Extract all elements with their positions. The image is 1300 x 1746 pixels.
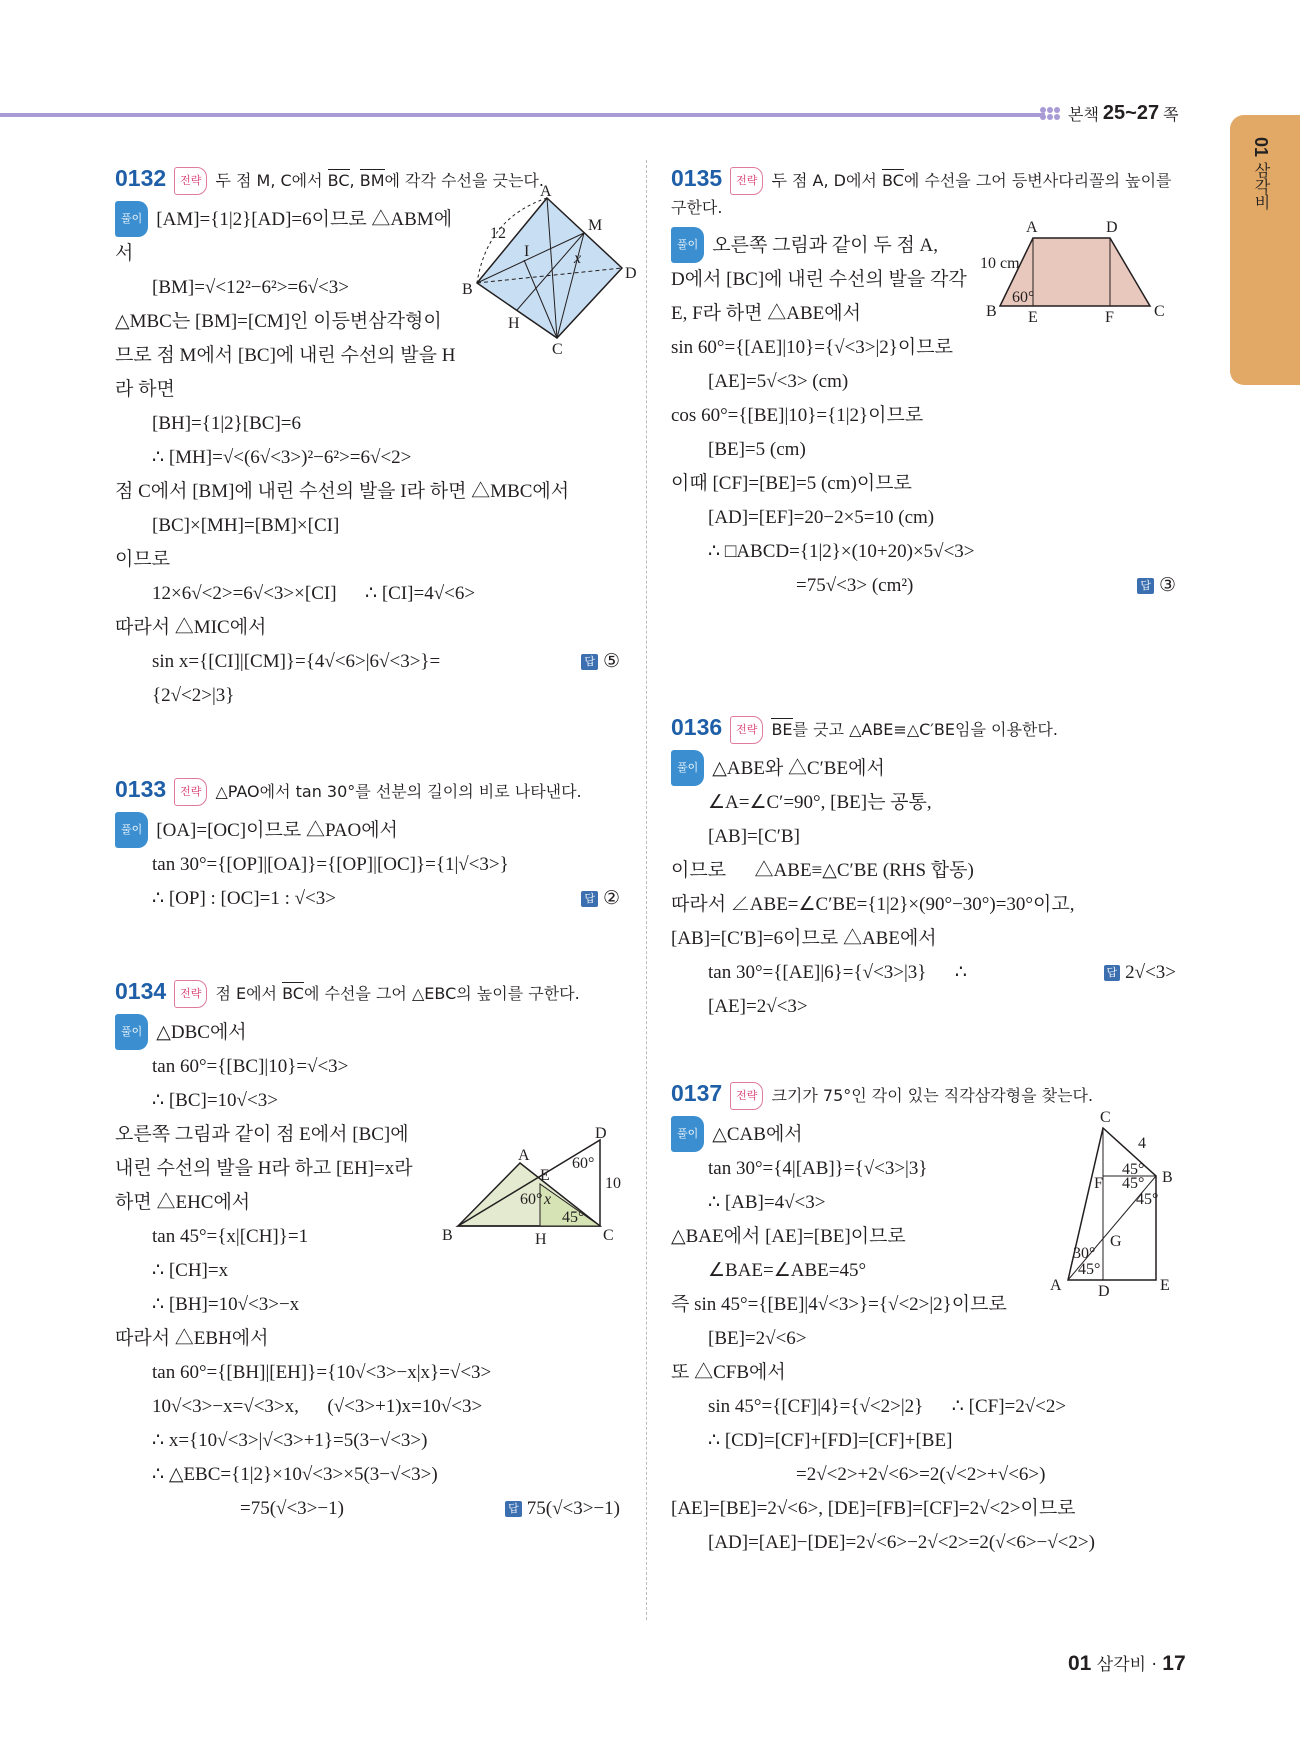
solution-line — [671, 1526, 1176, 1560]
solution-text: 또 △CFB에서 — [671, 1362, 786, 1383]
solution-badge: 풀이 — [115, 1014, 148, 1050]
solution-text: 이므로 — [115, 549, 171, 570]
solution-badge: 풀이 — [115, 201, 148, 237]
solution-text: ∴ [CH]=x — [152, 1260, 229, 1281]
solution-line — [115, 1050, 620, 1084]
solution-text: =75(√<3>−1) — [240, 1498, 344, 1519]
chapter-title: 삼각비 — [1252, 162, 1271, 211]
math-text: 두 점 A, D에서 — [771, 171, 882, 190]
problem-number: 0136 — [671, 714, 723, 740]
solution-text: △ABE와 △C′BE에서 — [712, 758, 885, 779]
label-45: 45° — [562, 1209, 585, 1226]
label-f: F — [1094, 1175, 1103, 1192]
label-b: B — [442, 1227, 453, 1244]
problem-0133 — [115, 776, 620, 916]
solution-text: [AM]={1|2}[AD]=6이므로 △ABM에 — [156, 209, 453, 230]
label-h: H — [535, 1231, 547, 1248]
solution-line — [671, 331, 1176, 365]
strategy-badge: 전략 — [730, 1082, 763, 1110]
strategy-text — [215, 782, 581, 801]
answer-value: ② — [602, 888, 620, 909]
solution-text: ∠BAE=∠ABE=45° — [708, 1260, 867, 1281]
solution-text: D에서 [BC]에 내린 수선의 발을 각각 — [671, 269, 967, 290]
solution-line — [115, 1014, 620, 1050]
column-divider — [646, 160, 647, 1620]
solution-line — [671, 535, 1176, 569]
answer-badge: 답 — [505, 1501, 522, 1517]
solution-line — [671, 1424, 1176, 1458]
solution-line — [115, 848, 620, 882]
problem-header — [671, 1080, 1176, 1110]
math-text: BC — [282, 984, 304, 1003]
label-m: M — [588, 217, 603, 234]
math-text: BC — [881, 171, 904, 190]
label-e: E — [540, 1167, 550, 1184]
solution-text: tan 60°={[BH]|[EH]}={10√<3>−x|x}=√<3> — [152, 1362, 492, 1383]
solution-text: 오른쪽 그림과 같이 점 E에서 [BC]에 — [115, 1124, 409, 1145]
solution-text: ∴ [OP] : [OC]=1 : √<3> — [152, 888, 336, 909]
solution-line — [115, 1254, 620, 1288]
solution-text: 12×6√<2>=6√<3>×[CI] ∴ [CI]=4√<6> — [152, 583, 476, 604]
solution-text: tan 45°={x|[CH]}=1 — [152, 1226, 309, 1247]
page-footer — [1068, 1650, 1186, 1676]
footer-separator: · — [1151, 1655, 1157, 1675]
solution-text: 따라서 △MIC에서 — [115, 617, 267, 638]
label-45a: 45° — [1122, 1161, 1145, 1178]
solution-line — [115, 645, 620, 713]
label-45b: 45° — [1122, 1175, 1145, 1192]
answer-value: ③ — [1158, 575, 1176, 596]
solution-line — [671, 399, 1176, 433]
strategy-badge: 전략 — [174, 167, 207, 195]
segment-overline — [360, 169, 385, 190]
solution-text: ∠A=∠C′=90°, [BE]는 공통, — [708, 792, 932, 813]
math-text: BC — [327, 171, 350, 190]
solution-text: ∴ [CD]=[CF]+[FD]=[CF]+[BE] — [708, 1430, 953, 1451]
solution-line — [671, 786, 1176, 820]
solution-text: sin 45°={[CF]|4}={√<2>|2} ∴ [CF]=2√<2> — [708, 1396, 1067, 1417]
solution-text: E, F라 하면 △ABE에서 — [671, 303, 861, 324]
solution-text: 라 하면 — [115, 379, 175, 400]
solution-line — [671, 1390, 1176, 1424]
book-label: 본책 — [1068, 105, 1099, 124]
problem-number: 0137 — [671, 1080, 723, 1106]
solution-text: [AD]=[EF]=20−2×5=10 (cm) — [708, 507, 935, 528]
label-10: 10 — [605, 1175, 621, 1192]
solution-line — [115, 1424, 620, 1458]
solution-text: 즉 sin 45°={[BE]|4√<3>}={√<2>|2}이므로 — [671, 1294, 1007, 1315]
label-i: I — [524, 243, 530, 260]
math-text: 에 각각 수선을 긋는다. — [384, 171, 544, 190]
answer — [1137, 569, 1176, 603]
problem-number: 0132 — [115, 165, 167, 191]
solution-line — [671, 888, 1176, 922]
strategy-text — [771, 1086, 1093, 1105]
solution-line — [671, 501, 1176, 535]
answer-value: 75(√<3>−1) — [526, 1498, 620, 1519]
solution-line — [115, 577, 620, 611]
solution-line — [115, 1458, 620, 1492]
solution-line — [671, 467, 1176, 501]
solution-text: =2√<2>+2√<6>=2(√<2>+√<6>) — [796, 1464, 1046, 1485]
problem-header — [671, 165, 1176, 221]
math-text: △PAO에서 tan 30°를 선분의 길이의 비로 나타낸다. — [215, 782, 582, 801]
label-a: A — [1026, 219, 1038, 236]
math-text: 를 긋고 △ABE≡△C′BE임을 이용한다. — [792, 720, 1058, 739]
solution-text: △CAB에서 — [712, 1124, 803, 1145]
solution-text: 점 C에서 [BM]에 내린 수선의 발을 I라 하면 △MBC에서 — [115, 481, 570, 502]
solution-line — [115, 1356, 620, 1390]
solution-text: =75√<3> (cm²) — [796, 575, 914, 596]
page-number: 17 — [1162, 1652, 1186, 1675]
footer-chapter-num: 01 — [1068, 1652, 1092, 1675]
segment-overline — [282, 982, 304, 1003]
solution-line — [115, 441, 620, 475]
solution-line — [671, 433, 1176, 467]
solution-text: tan 30°={[OP]|[OA]}={[OP]|[OC]}={1|√<3>} — [152, 854, 509, 875]
solution-line — [671, 820, 1176, 854]
strategy-badge: 전략 — [730, 716, 763, 744]
solution-line — [115, 1492, 620, 1526]
math-text: 두 점 M, C에서 — [215, 171, 328, 190]
problem-number: 0134 — [115, 978, 167, 1004]
label-60: 60° — [1012, 289, 1035, 306]
label-d: D — [1098, 1283, 1110, 1300]
figure-0135-trapezoid — [978, 218, 1183, 326]
chapter-num: 01 — [1251, 137, 1271, 158]
math-text: 크기가 75°인 각이 있는 직각삼각형을 찾는다. — [771, 1086, 1094, 1105]
solution-text: △BAE에서 [AE]=[BE]이므로 — [671, 1226, 906, 1247]
solution-text: tan 30°={4|[AB]}={√<3>|3} — [708, 1158, 928, 1179]
label-e: E — [1028, 309, 1038, 326]
solution-text: [BM]=√<12²−6²>=6√<3> — [152, 277, 349, 298]
chapter-tab[interactable] — [1230, 115, 1300, 385]
solution-text: [AE]=[BE]=2√<6>, [DE]=[FB]=[CF]=2√<2>이므로 — [671, 1498, 1076, 1519]
label-h: H — [508, 315, 520, 332]
solution-line — [115, 509, 620, 543]
solution-text: ∴ △EBC={1|2}×10√<3>×5(3−√<3>) — [152, 1464, 438, 1485]
problem-header — [671, 714, 1176, 744]
label-d: D — [1106, 219, 1118, 236]
solution-text: 므로 점 M에서 [BC]에 내린 수선의 발을 H — [115, 345, 456, 366]
label-g: G — [1110, 1233, 1122, 1250]
solution-text: [AB]=[C′B] — [708, 826, 800, 847]
solution-line — [671, 956, 1176, 1024]
solution-line — [671, 1492, 1176, 1526]
solution-line — [671, 922, 1176, 956]
solution-text: [BC]×[MH]=[BM]×[CI] — [152, 515, 340, 536]
solution-line — [115, 373, 620, 407]
solution-text: [AD]=[AE]−[DE]=2√<6>−2√<2>=2(√<6>−√<2>) — [708, 1532, 1095, 1553]
solution-text: sin x={[CI]|[CM]}={4√<6>|6√<3>}={2√<2>|3} — [152, 651, 441, 706]
answer — [505, 1492, 620, 1526]
strategy-badge: 전략 — [730, 167, 763, 195]
segment-overline — [771, 718, 792, 739]
problem-number: 0133 — [115, 776, 167, 802]
label-d: D — [625, 265, 637, 282]
solution-line — [671, 750, 1176, 786]
page-reference — [1040, 102, 1179, 125]
solution-text: ∴ [AB]=4√<3> — [708, 1192, 826, 1213]
solution-text: 오른쪽 그림과 같이 두 점 A, — [712, 235, 939, 256]
label-12: 12 — [490, 225, 506, 242]
math-text: BM — [359, 171, 385, 190]
strategy-text — [215, 169, 544, 190]
label-x: x — [574, 250, 582, 267]
figure-0134-triangles — [440, 1125, 630, 1253]
solution-text: sin 60°={[AE]|10}={√<3>|2}이므로 — [671, 337, 953, 358]
label-30: 30° — [1073, 1245, 1096, 1262]
strategy-text — [771, 718, 1057, 739]
footer-chapter-title: 삼각비 — [1096, 1655, 1147, 1675]
solution-line — [671, 365, 1176, 399]
solution-text: cos 60°={[BE]|10}={1|2}이므로 — [671, 405, 924, 426]
answer — [1104, 956, 1177, 990]
label-b: B — [462, 281, 473, 298]
solution-line — [115, 475, 620, 509]
problem-number: 0135 — [671, 165, 723, 191]
answer — [581, 882, 620, 916]
solution-line — [671, 854, 1176, 888]
label-10cm: 10 cm — [980, 255, 1020, 272]
solution-line — [671, 569, 1176, 603]
label-c: C — [1100, 1109, 1111, 1126]
solution-text: 따라서 △EBH에서 — [115, 1328, 269, 1349]
answer-badge: 답 — [1104, 965, 1121, 981]
label-d: D — [595, 1125, 607, 1142]
label-c: C — [603, 1227, 614, 1244]
solution-line — [115, 1390, 620, 1424]
label-b: B — [986, 303, 997, 320]
label-a: A — [518, 1147, 530, 1164]
solution-line — [671, 1356, 1176, 1390]
label-60: 60° — [520, 1191, 543, 1208]
segment-overline — [882, 169, 904, 190]
solution-line — [115, 812, 620, 848]
page-range: 25~27 — [1102, 102, 1160, 124]
label-a: A — [540, 183, 552, 200]
solution-badge: 풀이 — [671, 227, 704, 263]
label-c: C — [552, 341, 563, 358]
problem-header — [115, 978, 620, 1008]
solution-text: 10√<3>−x=√<3>x, (√<3>+1)x=10√<3> — [152, 1396, 483, 1417]
solution-text: [BE]=5 (cm) — [708, 439, 806, 460]
solution-badge: 풀이 — [671, 750, 704, 786]
solution-text: ∴ x={10√<3>|√<3>+1}=5(3−√<3>) — [152, 1430, 428, 1451]
solution-text: 이때 [CF]=[BE]=5 (cm)이므로 — [671, 473, 912, 494]
problem-0136 — [671, 714, 1176, 1024]
solution-text: ∴ [BC]=10√<3> — [152, 1090, 278, 1111]
solution-badge: 풀이 — [671, 1116, 704, 1152]
strategy-badge: 전략 — [174, 778, 207, 806]
flower-icon — [1040, 107, 1060, 120]
label-e: E — [1160, 1277, 1170, 1294]
solution-text: 따라서 ∠ABE=∠C′BE={1|2}×(90°−30°)=30°이고, — [671, 894, 1075, 915]
solution-line — [115, 882, 620, 916]
solution-text: tan 30°={[AE]|6}={√<3>|3} ∴ [AE]=2√<3> — [708, 962, 972, 1017]
label-60-top: 60° — [572, 1155, 595, 1172]
problem-header — [115, 776, 620, 806]
solution-text: [BH]={1|2}[BC]=6 — [152, 413, 302, 434]
label-c: C — [1154, 303, 1165, 320]
math-text: 에 수선을 그어 등변사다리꼴의 높이를 구한다. — [671, 171, 1172, 217]
solution-text: 하면 △EHC에서 — [115, 1192, 251, 1213]
math-text: 점 E에서 — [215, 984, 283, 1003]
answer — [581, 645, 620, 679]
solution-badge: 풀이 — [115, 812, 148, 848]
strategy-text — [215, 982, 579, 1003]
solution-text: tan 60°={[BC]|10}=√<3> — [152, 1056, 349, 1077]
answer-badge: 답 — [581, 891, 598, 907]
header-rule — [0, 113, 1045, 117]
strategy-badge: 전략 — [174, 980, 207, 1008]
answer-value: ⑤ — [602, 651, 620, 672]
solution-text: ∴ □ABCD={1|2}×(10+20)×5√<3> — [708, 541, 975, 562]
label-4: 4 — [1138, 1135, 1146, 1152]
solution-line — [115, 1084, 620, 1118]
solution-line — [115, 1322, 620, 1356]
answer-value: 2√<3> — [1125, 962, 1176, 983]
figure-0132-tetrahedron — [462, 183, 637, 358]
solution-line — [115, 1288, 620, 1322]
solution-line — [115, 543, 620, 577]
answer-badge: 답 — [1137, 578, 1154, 594]
solution-text: [BE]=2√<6> — [708, 1328, 807, 1349]
solution-text: [AE]=5√<3> (cm) — [708, 371, 849, 392]
math-text: , — [349, 171, 360, 190]
solution-line — [115, 407, 620, 441]
label-f: F — [1105, 309, 1114, 326]
solution-text: △DBC에서 — [156, 1022, 247, 1043]
solution-text: [AB]=[C′B]=6이므로 △ABE에서 — [671, 928, 937, 949]
solution-text: △MBC는 [BM]=[CM]인 이등변삼각형이 — [115, 311, 442, 332]
segment-overline — [328, 169, 350, 190]
solution-line — [671, 1322, 1176, 1356]
solution-text: ∴ [MH]=√<(6√<3>)²−6²>=6√<2> — [152, 447, 412, 468]
label-b: B — [1162, 1169, 1173, 1186]
math-text: 에 수선을 그어 △EBC의 높이를 구한다. — [303, 984, 580, 1003]
label-45d: 45° — [1078, 1261, 1101, 1278]
math-text: BE — [771, 720, 793, 739]
solution-text: 서 — [115, 243, 134, 264]
label-x: x — [544, 1191, 552, 1208]
solution-text: 이므로 △ABE≡△C′BE (RHS 합동) — [671, 860, 974, 881]
solution-line — [671, 1458, 1176, 1492]
solution-text: ∴ [BH]=10√<3>−x — [152, 1294, 300, 1315]
label-45c: 45° — [1136, 1191, 1159, 1208]
figure-0137-triangles — [1048, 1108, 1183, 1303]
answer-badge: 답 — [581, 654, 598, 670]
solution-line — [115, 611, 620, 645]
solution-text: [OA]=[OC]이므로 △PAO에서 — [156, 820, 398, 841]
solution-text: 내린 수선의 발을 H라 하고 [EH]=x라 — [115, 1158, 413, 1179]
page-suffix: 쪽 — [1163, 105, 1179, 124]
label-a: A — [1050, 1277, 1062, 1294]
